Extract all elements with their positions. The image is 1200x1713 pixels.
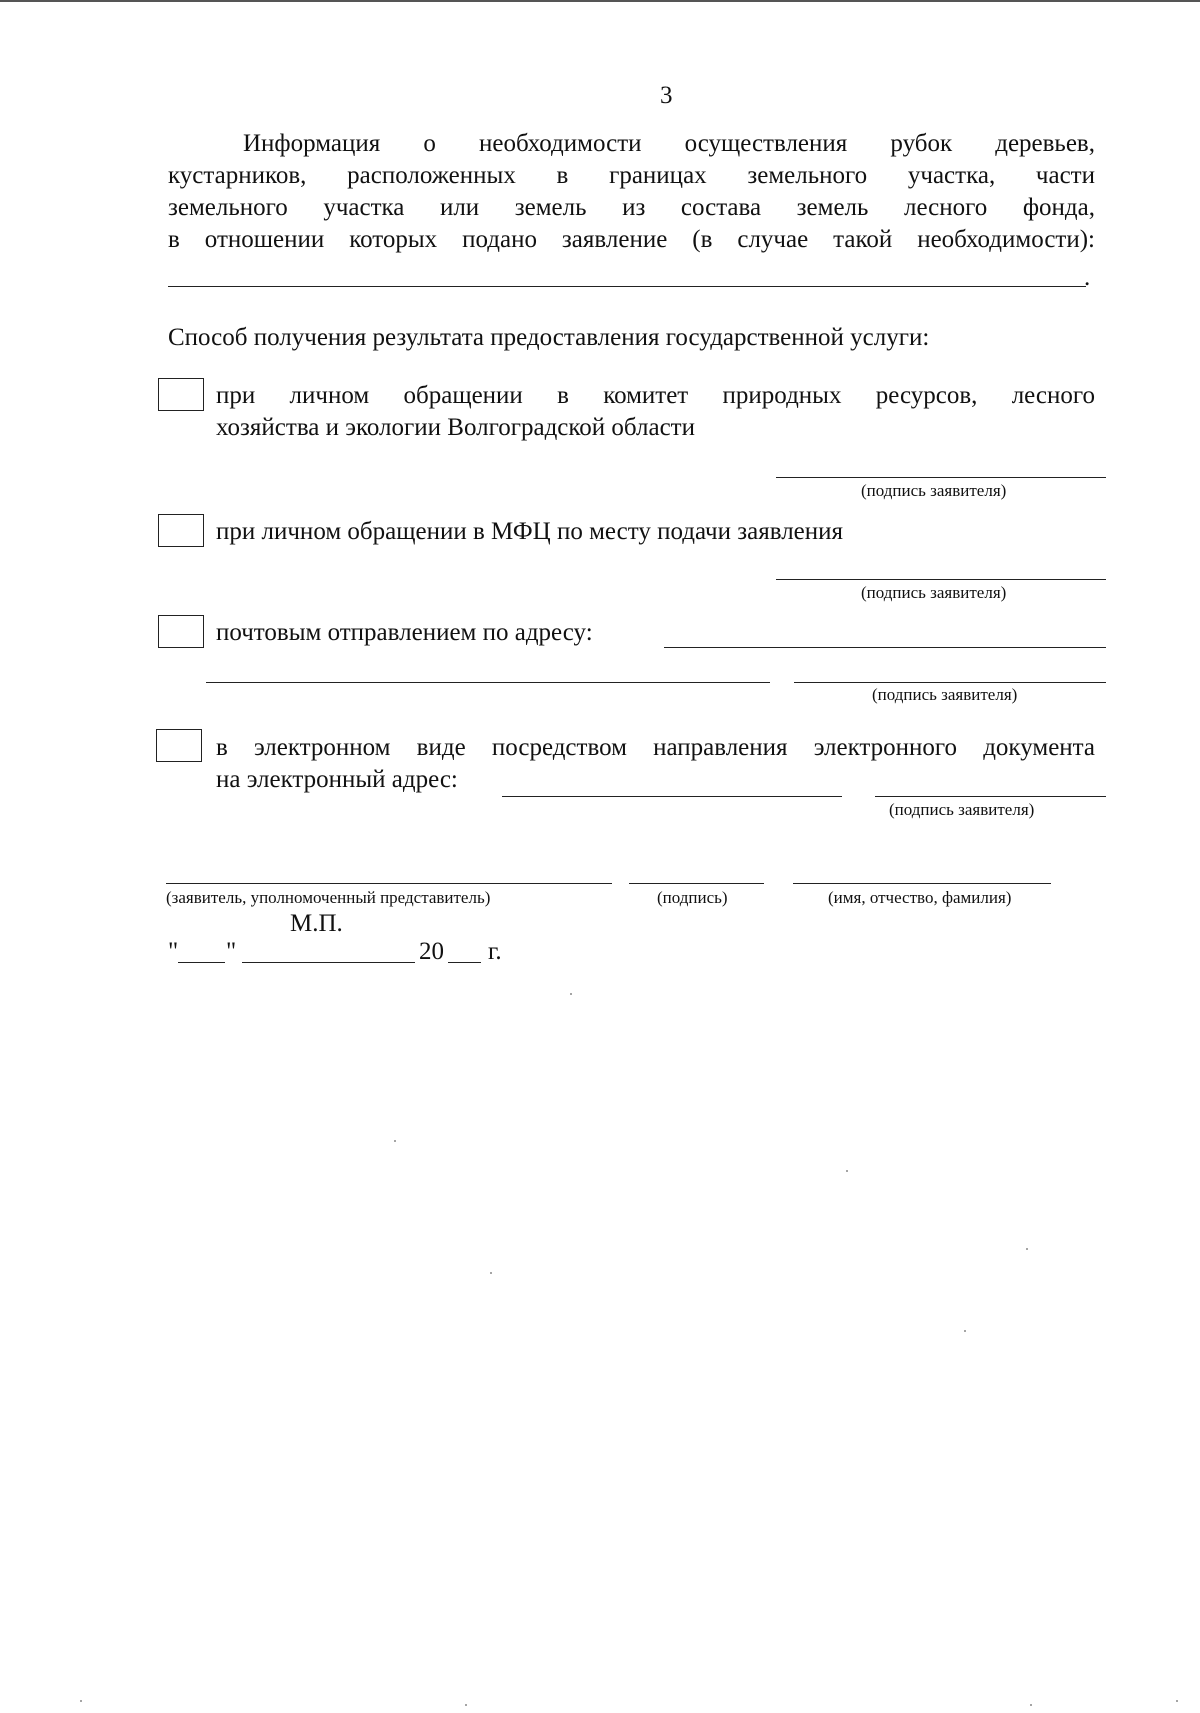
applicant-name-caption: (имя, отчество, фамилия) xyxy=(828,888,1012,907)
signature-line-committee[interactable] xyxy=(776,477,1106,478)
method-heading: Способ получения результата предоставления государственной услуги: xyxy=(168,324,930,351)
date-year-suffix: г. xyxy=(488,938,502,965)
page-number: 3 xyxy=(660,82,673,109)
stamp-label: М.П. xyxy=(290,910,343,937)
scan-speck xyxy=(490,1272,492,1274)
option-mfc-label: при личном обращении в МФЦ по месту подачи заявления xyxy=(216,518,844,545)
date-quote-close: " xyxy=(226,938,237,965)
option-electronic-line-1: в электронном виде посредством направления электронного документа xyxy=(216,734,1095,761)
applicant-line[interactable] xyxy=(166,883,612,884)
info-paragraph-line-4: в отношении которых подано заявление (в случае такой необходимости): xyxy=(168,226,1095,253)
applicant-caption: (заявитель, уполномоченный представитель) xyxy=(166,888,491,907)
scan-speck xyxy=(1176,1700,1178,1702)
date-year-prefix: 20 xyxy=(419,938,444,965)
date-year-line[interactable] xyxy=(448,962,481,963)
info-paragraph-line-3: земельного участка или земель из состава земель лесного фонда, xyxy=(168,194,1095,221)
scan-speck xyxy=(394,1140,396,1142)
info-paragraph-line-2: кустарников, расположенных в границах земельного участка, части xyxy=(168,162,1095,189)
option-checkbox-mfc[interactable] xyxy=(158,514,204,547)
option-committee-line-2: хозяйства и экологии Волгоградской области xyxy=(216,414,695,441)
email-address-line[interactable] xyxy=(502,796,842,797)
post-address-line-2[interactable] xyxy=(206,682,770,683)
scan-speck xyxy=(964,1330,966,1332)
post-address-line-1[interactable] xyxy=(664,647,1106,648)
info-answer-line-end: . xyxy=(1084,264,1091,291)
scan-speck xyxy=(570,993,572,995)
date-day-line[interactable] xyxy=(178,962,225,963)
option-checkbox-post[interactable] xyxy=(158,615,204,648)
option-committee-line-1: при личном обращении в комитет природных ресурсов, лесного xyxy=(216,382,1095,409)
info-answer-line[interactable] xyxy=(168,286,1086,287)
scan-speck xyxy=(1030,1704,1032,1706)
applicant-name-line[interactable] xyxy=(793,883,1051,884)
option-electronic-line-2: на электронный адрес: xyxy=(216,766,458,793)
date-month-line[interactable] xyxy=(242,962,415,963)
signature-caption-committee: (подпись заявителя) xyxy=(861,481,1007,500)
signature-line-post[interactable] xyxy=(794,682,1106,683)
signature-line-mfc[interactable] xyxy=(776,579,1106,580)
scan-top-edge xyxy=(0,0,1200,2)
signature-caption-electronic: (подпись заявителя) xyxy=(889,800,1035,819)
scan-speck xyxy=(465,1704,467,1706)
scan-speck xyxy=(80,1700,82,1702)
scan-speck xyxy=(846,1170,848,1172)
info-paragraph-line-1: Информация о необходимости осуществления рубок деревьев, xyxy=(243,130,1095,157)
option-checkbox-electronic[interactable] xyxy=(156,729,202,762)
applicant-signature-line[interactable] xyxy=(629,883,764,884)
scan-speck xyxy=(1026,1248,1028,1250)
option-post-label: почтовым отправлением по адресу: xyxy=(216,619,593,646)
signature-caption-mfc: (подпись заявителя) xyxy=(861,583,1007,602)
date-quote-open: " xyxy=(168,938,179,965)
applicant-signature-caption: (подпись) xyxy=(657,888,728,907)
signature-caption-post: (подпись заявителя) xyxy=(872,685,1018,704)
option-checkbox-committee[interactable] xyxy=(158,378,204,411)
signature-line-electronic[interactable] xyxy=(875,796,1106,797)
